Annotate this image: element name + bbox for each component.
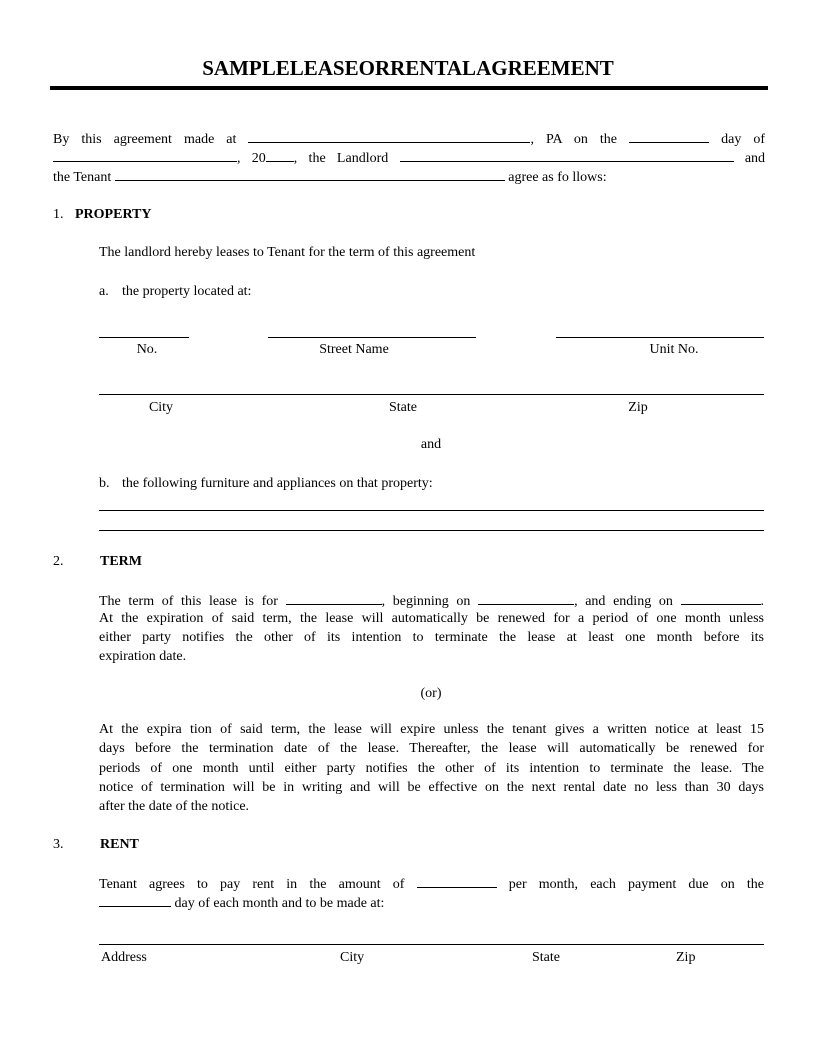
label-address: Address: [101, 950, 147, 965]
day-blank[interactable]: [629, 130, 709, 143]
furniture-line-2[interactable]: [99, 530, 764, 531]
rent-text: per month, each payment due on the: [508, 877, 764, 892]
rent-text: day of each month and to be made at:: [174, 896, 385, 911]
label-state: State: [389, 400, 417, 415]
intro-line-1: [53, 130, 765, 148]
location-blank[interactable]: [248, 130, 530, 143]
term-alt-line-2: days before the termination date of the lease. Thereafter, the lease will automatically be renewed for: [99, 741, 764, 756]
intro-text: , the Landlord: [293, 151, 389, 166]
term-length-blank[interactable]: [286, 592, 382, 605]
section-number: 2.: [53, 554, 64, 569]
section-number: 1.: [53, 207, 64, 222]
unit-no-line[interactable]: [556, 337, 764, 338]
intro-text: By this agreement made at: [53, 132, 237, 147]
payment-address-line[interactable]: [99, 944, 764, 945]
term-line-4: expiration date.: [99, 649, 187, 664]
label-city: City: [340, 950, 365, 965]
section-heading-rent: RENT: [100, 837, 139, 852]
intro-text: day of: [721, 132, 766, 147]
intro-text: the Tenant: [53, 170, 112, 185]
term-alt-line-3: periods of one month until either party notifies the other of its intention to terminate the lease. The: [99, 761, 764, 776]
label-no: No.: [136, 342, 158, 357]
year-blank[interactable]: [266, 149, 294, 162]
term-text: .: [760, 594, 765, 609]
intro-text: , 20: [237, 151, 266, 166]
property-lead-text: The landlord hereby leases to Tenant for the term of this agreement: [99, 245, 476, 260]
start-date-blank[interactable]: [478, 592, 574, 605]
label-zip: Zip: [676, 950, 696, 965]
section-heading-property: PROPERTY: [75, 207, 152, 222]
intro-text: , PA on the: [530, 132, 618, 147]
month-blank[interactable]: [53, 149, 237, 162]
term-line-2: At the expiration of said term, the lease will automatically be renewed for a period of one month unless: [99, 611, 764, 626]
landlord-blank[interactable]: [400, 149, 734, 162]
intro-line-2: [53, 149, 765, 167]
label-state: State: [532, 950, 560, 965]
label-street-name: Street Name: [319, 342, 389, 357]
item-b-marker: b.: [99, 476, 110, 491]
term-alt-line-5: after the date of the notice.: [99, 799, 250, 814]
intro-text: agree as fo llows:: [508, 170, 607, 185]
title-rule: [50, 86, 768, 90]
label-zip: Zip: [628, 400, 648, 415]
city-state-zip-line[interactable]: [99, 394, 764, 395]
intro-line-3: [53, 168, 607, 186]
rent-amount-blank[interactable]: [417, 875, 497, 888]
term-text: , and ending on: [574, 594, 673, 609]
furniture-line-1[interactable]: [99, 510, 764, 511]
item-a-marker: a.: [99, 284, 109, 299]
end-date-blank[interactable]: [681, 592, 761, 605]
label-city: City: [148, 400, 174, 415]
or-text: (or): [420, 686, 442, 701]
tenant-blank[interactable]: [115, 168, 505, 181]
intro-text: and: [744, 151, 766, 166]
term-line-1: [99, 592, 764, 610]
due-day-blank[interactable]: [99, 894, 171, 907]
item-b-text: the following furniture and appliances on that property:: [122, 476, 433, 491]
rent-text: Tenant agrees to pay rent in the amount of: [99, 877, 405, 892]
term-alt-line-1: At the expira tion of said term, the lease will expire unless the tenant gives a written notice at least 15: [99, 722, 764, 737]
term-text: The term of this lease is for: [99, 594, 278, 609]
and-text: and: [420, 437, 442, 452]
section-number: 3.: [53, 837, 64, 852]
term-text: , beginning on: [381, 594, 471, 609]
document-title: SAMPLELEASEORRENTALAGREEMENT: [202, 56, 614, 80]
item-a-text: the property located at:: [122, 284, 252, 299]
term-line-3: either party notifies the other of its intention to terminate the lease at least one month before its: [99, 630, 764, 645]
rent-line-1: [99, 875, 764, 893]
address-no-line[interactable]: [99, 337, 189, 338]
term-alt-line-4: notice of termination will be in writing and will be effective on the next rental date no less than 30 days: [99, 780, 764, 795]
section-heading-term: TERM: [100, 554, 142, 569]
street-name-line[interactable]: [268, 337, 476, 338]
rent-line-2: [99, 894, 384, 912]
label-unit-no: Unit No.: [649, 342, 699, 357]
